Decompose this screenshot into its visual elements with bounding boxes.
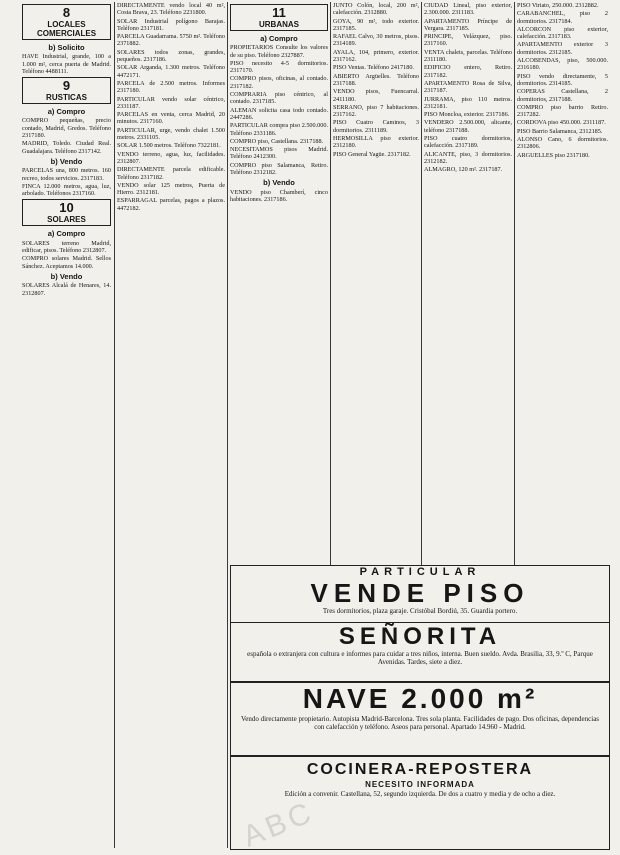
classified-ad: PARCELAS una, 800 metros. 160 recreo, todos servicios. 2317183. [22,167,111,182]
classified-ad: SERRANO, piso 7 habitaciones. 2317162. [333,103,419,119]
classified-ad: VENDO terreno, agua, luz, facilidades. 2312807. [117,150,225,165]
classified-ad: APARTAMENTO Rosa de Silva, 2317187. [424,79,512,95]
classified-ad: ALEMAN solicita casa todo contado. 2447286. [230,106,328,121]
ad-headline: VENDE PISO [310,578,530,608]
nave-ad [230,682,610,756]
classified-ad: PRINCIPE, Velázquez, piso. 2317160. [424,33,512,48]
classified-ad: PISO necesito 4-5 dormitorios. 2317170. [230,59,328,75]
subsection-title: b) Vendo [50,156,83,166]
classified-ad: PARTICULAR vendo solar céntrico, 2331187. [117,95,225,110]
classified-ad: COMPRO pequeñas, precio contado, Madrid, Gredos. Teléfono 2317180. [22,117,111,140]
classified-ad: PISO General Yagüe. 2317182. [333,150,411,158]
section-number: 8 [62,5,71,20]
classified-ad: ALICANTE, piso, 3 dormitorios. 2312182. [424,150,512,165]
ad-kicker: PARTICULAR [359,566,481,578]
column-5 [424,2,512,558]
ad-text: Edición a convenir. Castellana, 52, segundo izquierda. De dos a cuatro y media y de ocho a diez. [284,790,556,798]
ad-headline: SEÑORITA [338,623,502,650]
classified-ad: HAVE Industrial, grande, 100 a 1.000 m², cerca puerta de Madrid. Teléfono 4488111. [22,53,111,75]
classified-ad: FINCA 12.000 metros, agua, luz, arbolado. Teléfonos 2317160. [22,182,111,198]
column-2 [117,2,225,848]
subsection-title: a) Compro [47,229,86,239]
subsection-title: a) Compro [47,107,86,117]
classified-ad: NECESITAMOS pisos Madrid. Teléfono 2412300. [230,146,328,161]
classified-ad: VENTA chalets, parcelas. Teléfono 2311180. [424,48,512,64]
column-4 [333,2,419,558]
classified-ad: RAFAEL Calvo, 30 metros, pisos. 2314189. [333,33,419,48]
ad-text: española o extranjera con cultura e informes para cuidar a tres niños, interna. Buen sueldo. Avda. Brasilia, 33, 9.º C, Parque Avenidas. Tardes, siete a diez. [247,650,593,666]
classified-ad: AYALA, 104, primero, exterior. 2317162. [333,48,419,64]
classified-ad: VENDO piso Chamberí, cinco habitaciones. 2317186. [230,188,328,203]
subsection-title: b) Vendo [50,271,83,281]
classified-ad: CARABANCHEL, piso 2 dormitorios. 2317184. [517,10,608,25]
section-title: LOCALES COMERCIALES [36,20,97,38]
classified-ad: SOLARES terreno Madrid, edificar, pisos. Teléfono 2312807. [22,239,111,255]
classified-ad: PROPIETARIOS Consulte los valores de su piso. Teléfono 2327887. [230,44,328,59]
classified-ad: PISO Ventas. Teléfono 2417180. [333,64,414,72]
classified-ad: CIUDAD Lineal, piso exterior, 2.300.000. 2311183. [424,2,512,17]
section-title: URBANAS [259,20,299,29]
section-header [22,4,111,40]
classified-ad: SOLARES todos zonas, grandes, pequeños. 2317186. [117,48,225,64]
classified-ad: VENDERO 2.500.000, alicante, teléfono 2317188. [424,119,512,134]
classified-page [22,2,608,854]
subsection-title: a) Compro [260,34,298,43]
classified-ad: ALCORCON piso exterior, calefacción. 2317183. [517,25,608,41]
classified-ad: ALMAGRO, 120 m². 2317187. [424,166,503,174]
classified-ad: PISO vendo directamente, 5 dormitorios. 2314185. [517,72,608,87]
classified-ad: COMPRARIA piso céntrico, al contado. 2317185. [230,91,328,106]
classified-ad: COPERAS Castellana, 2 dormitorios, 2317188. [517,88,608,103]
classified-ad: DIRECTAMENTE vendo local 40 m², Costa Brava, 23. Teléfono 2231800. [117,2,225,17]
column-rule [227,2,228,848]
classified-ad: PARCELA Guadarrama. 5750 m². Teléfono 2371882. [117,33,225,48]
classified-ad: COMPRO solares Madrid. Sellos Sánchez. Aceptamos 14.000. [22,255,111,270]
classified-ad: SOLAR Arganda, 1.300 metros. Teléfono 4472171. [117,64,225,79]
classified-ad: SOLAR Industrial polígono Barajas. Teléfono 2317181. [117,17,225,32]
classified-ad: VENDO solar 125 metros, Puerta de Hierro. 2312181. [117,181,225,197]
section-header [22,77,111,104]
classified-ad: APARTAMENTO Príncipe de Vergara. 2317185. [424,17,512,32]
classified-ad: PISO Barrio Salamanca, 2312185. [517,127,603,135]
classified-ad: ALONSO Cano, 6 dormitorios. 2312806. [517,136,608,151]
classified-ad: ARGUELLES piso 2317180. [517,151,590,159]
classified-ad: PISO Moncloa, exterior. 2317186. [424,111,510,119]
classified-ad: JUNTO Colón, local, 200 m², calefacción. 2312880. [333,2,419,17]
column-3 [230,2,328,558]
section-number: 11 [272,5,286,20]
classified-ad: COMPRO piso Salamanca, Retiro. Teléfono 2312182. [230,161,328,177]
column-1 [22,2,111,848]
ad-headline: NAVE 2.000 m² [302,683,538,714]
column-rule [114,2,115,848]
classified-ad: CORDOVA piso 450.000. 2311187. [517,119,606,127]
ad-subhead: NECESITO INFORMADA [365,780,475,789]
classified-ad: JURRAMA, piso 110 metros. 2312181. [424,95,512,110]
section-number: 9 [62,78,71,94]
classified-ad: SOLARES Alcalá de Henares, 14. 2312807. [22,282,111,297]
classified-ad: PARCELA de 2.500 metros. Informes 2317180. [117,79,225,95]
classified-ad: PARTICULAR, urge, vendo chalet 1.500 metros. 2331105. [117,126,225,142]
classified-ad: COMPRO pisos, oficinas, al contado. 2317182. [230,75,328,90]
classified-ad: COMPRO piso, Castellana. 2317188. [230,137,324,145]
classified-ad: ALCOBENDAS, piso, 500.000. 2316180. [517,57,608,72]
classified-ad: EDIFICIO entero, Retiro. 2317182. [424,64,512,79]
subsection-title: b) Solicito [48,43,85,52]
section-header [22,199,111,226]
classified-ad: PISO Cuatro Caminos, 3 dormitorios. 2311189. [333,119,419,134]
ad-text: Vendo directamente propietario. Autopista Madrid-Barcelona. Tres sola planta. Facilidades de pago. Dos oficinas, dependencias con calefacción y teléfono. Aseos para personal. Apartado 14.960 - Madrid. [240,715,600,731]
classified-ad: PARCELAS en venta, cerca Madrid, 20 minutos. 2317160. [117,111,225,126]
classified-ad: COMPRO piso barrio Retiro. 2317282. [517,103,608,119]
subsection-title: b) Vendo [263,178,295,188]
classified-ad: PISO cuatro dormitorios, calefacción. 2317189. [424,135,512,150]
section-header [230,4,328,31]
classified-ad: DIRECTAMENTE parcela edificable. Teléfono 2317182. [117,166,225,181]
classified-ad: ABIERTO Argüelles. Teléfono 2317188. [333,72,419,87]
classified-ad: PARTICULAR compra piso 2.500.000. Teléfono 2331186. [230,122,328,137]
classified-ad: HERMOSILLA piso exterior. 2312180. [333,135,419,150]
classified-ad: APARTAMENTO exterior 3 dormitorios. 2312185. [517,41,608,56]
classified-ad: GOYA, 90 m², todo exterior. 2317185. [333,17,419,32]
section-title: SOLARES [47,215,86,225]
section-title: RUSTICAS [46,93,87,103]
ad-text: Tres dormitorios, plaza garaje. Cristóbal Bordiú, 35. Guardia portero. [322,607,518,615]
particular-vende-piso-ad [230,565,610,623]
section-number: 10 [59,200,74,216]
classified-ad: VENDO pisos, Fuencarral. 2411180. [333,88,419,103]
ad-headline: COCINERA-REPOSTERA [306,761,534,778]
classified-ad: ESPARRAGAL parcelas, pagos a plazos. 4472182. [117,197,225,212]
classified-ad: PISO Viriato, 250.000. 2312882. [517,2,599,9]
classified-ad: MADRID, Toledo. Ciudad Real. Guadalajara. Teléfono 2317142. [22,140,111,155]
senorita-ad [230,622,610,682]
abc-watermark: ABC [238,795,319,854]
classified-ad: SOLAR 1.500 metros. Teléfono 7322181. [117,142,221,150]
column-6 [517,2,608,558]
